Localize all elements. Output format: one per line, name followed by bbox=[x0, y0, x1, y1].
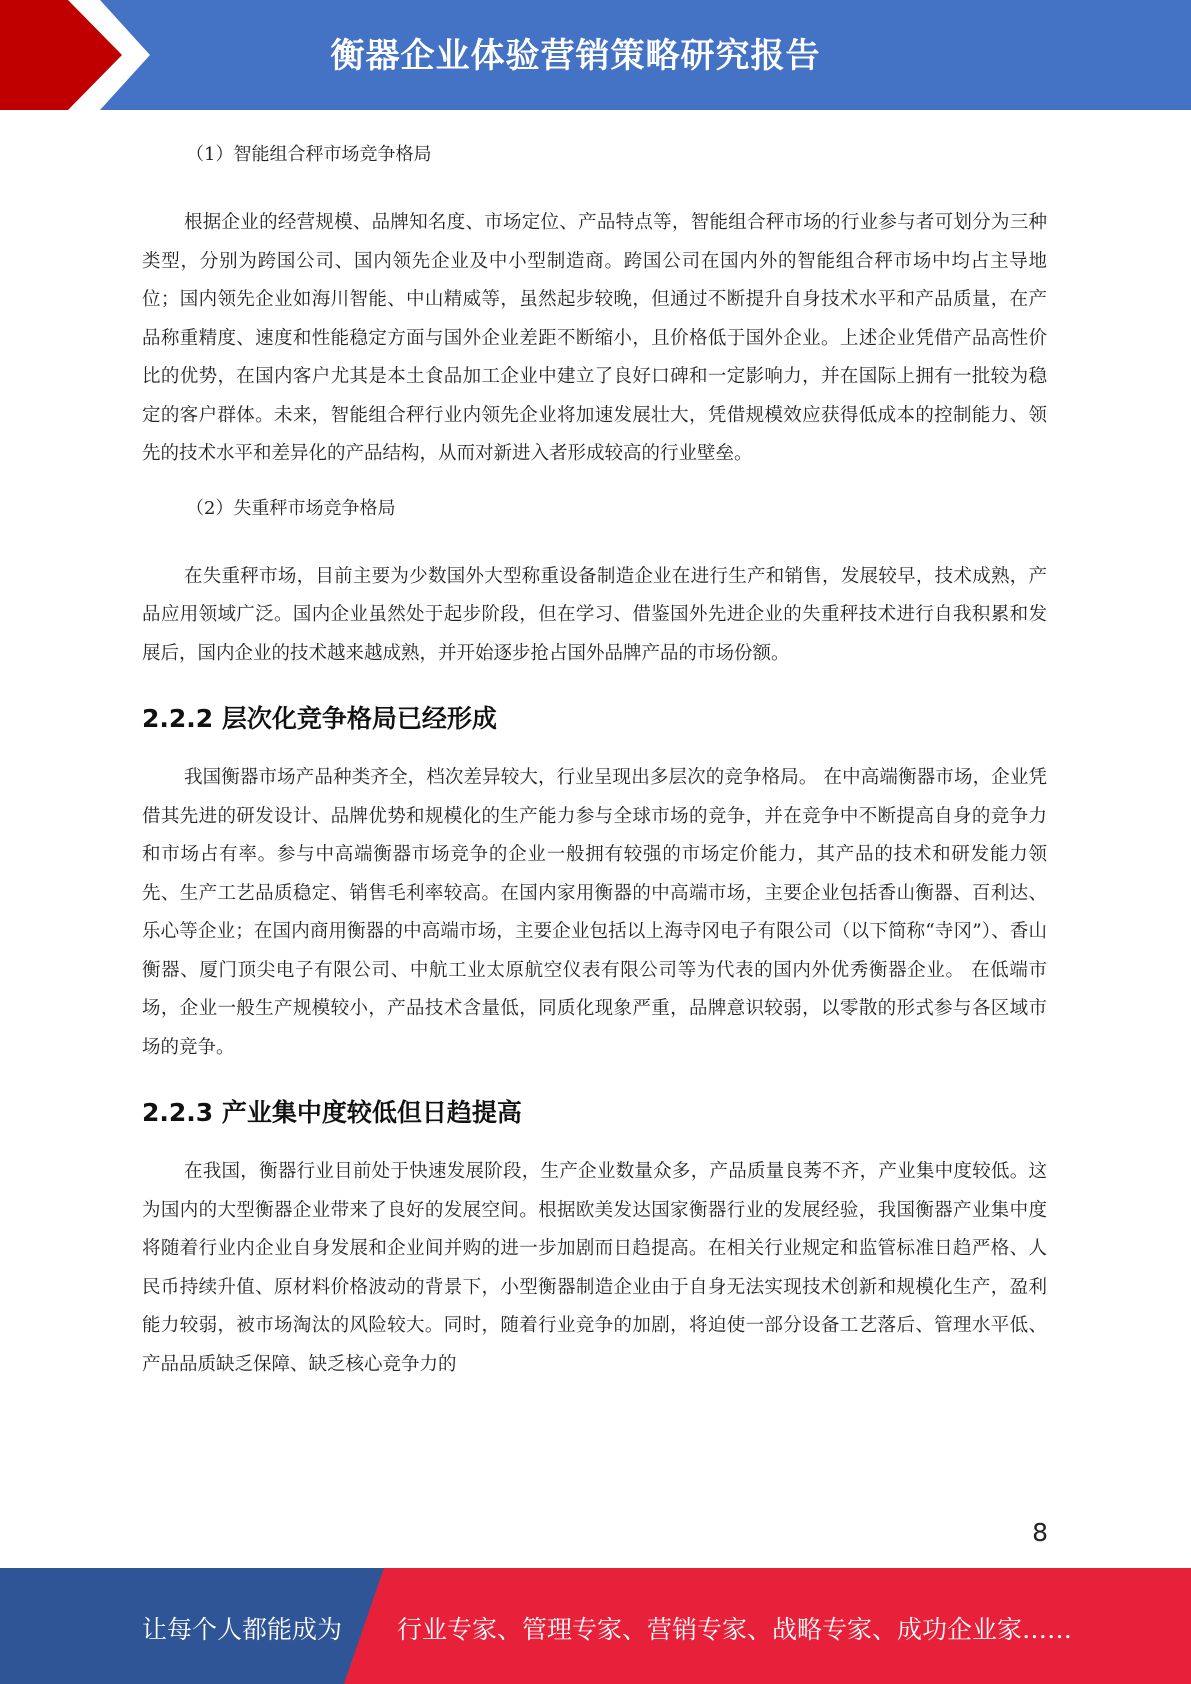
footer-slogan-left: 让每个人都能成为 bbox=[142, 1615, 343, 1644]
paragraph: 在我国，衡器行业目前处于快速发展阶段，生产企业数量众多，产品质量良莠不齐，产业集中度较低。这为国内的大型衡器企业带来了良好的发展空间。根据欧美发达国家衡器行业的发展经验，我国衡器产业集中度将随着行业内企业自身发展和企业间并购的进一步加剧而日趋提高。在相关行业规定和监管标准日趋严格、人民币持续升值、原材料价格波动的背景下，小型衡器制造企业由于自身无法实现技术创新和规模化生产，盈利能力较弱，被市场淘汰的风险较大。同时，随着行业竞争的加剧，将迫使一部分设备工艺落后、管理水平低、产品品质缺乏保障、缺乏核心竞争力的 bbox=[142, 1161, 1047, 1375]
section-heading: 2.2.3 产业集中度较低但日趋提高 bbox=[142, 1098, 522, 1127]
header-chevron-decoration bbox=[0, 0, 200, 110]
paragraph: 根据企业的经营规模、品牌知名度、市场定位、产品特点等，智能组合秤市场的行业参与者可划分为三种类型，分别为跨国公司、国内领先企业及中小型制造商。跨国公司在国内外的智能组合秤市场中均占主导地位；国内领先企业如海川智能、中山精威等，虽然起步较晚，但通过不断提升自身技术水平和产品质量，在产品称重精度、速度和性能稳定方面与国外企业差距不断缩小，且价格低于国外企业。上述企业凭借产品高性价比的优势，在国内客户尤其是本土食品加工企业中建立了良好口碑和一定影响力，并在国际上拥有一批较为稳定的客户群体。未来，智能组合秤行业内领先企业将加速发展壮大，凭借规模效应获得低成本的控制能力、领先的技术水平和差异化的产品结构，从而对新进入者形成较高的行业壁垒。 bbox=[142, 212, 1047, 464]
subsection-title: （1）智能组合秤市场竞争格局 bbox=[186, 144, 432, 165]
report-title: 衡器企业体验营销策略研究报告 bbox=[330, 36, 821, 76]
page-number: 8 bbox=[1032, 1518, 1048, 1547]
footer-slogan-right: 行业专家、管理专家、营销专家、战略专家、成功企业家…… bbox=[397, 1615, 1073, 1644]
section-heading: 2.2.2 层次化竞争格局已经形成 bbox=[142, 704, 497, 733]
paragraph: 在失重秤市场，目前主要为少数国外大型称重设备制造企业在进行生产和销售，发展较早，技术成熟，产品应用领域广泛。国内企业虽然处于起步阶段，但在学习、借鉴国外先进企业的失重秤技术进行自我积累和发展后，国内企业的技术越来越成熟，并开始逐步抢占国外品牌产品的市场份额。 bbox=[142, 565, 1047, 664]
page-content bbox=[142, 130, 1047, 1402]
page-header bbox=[0, 0, 1191, 110]
paragraph: 我国衡器市场产品种类齐全，档次差异较大，行业呈现出多层次的竞争格局。 在中高端衡器市场，企业凭借其先进的研发设计、品牌优势和规模化的生产能力参与全球市场的竞争，并在竞争中不断提高自身的竞争力和市场占有率。参与中高端衡器市场竞争的企业一般拥有较强的市场定价能力，其产品的技术和研发能力领先、生产工艺品质稳定、销售毛利率较高。在国内家用衡器的中高端市场，主要企业包括香山衡器、百利达、乐心等企业；在国内商用衡器的中高端市场，主要企业包括以上海寺冈电子有限公司（以下简称“寺冈”）、香山衡器、厦门顶尖电子有限公司、中航工业太原航空仪表有限公司等为代表的国内外优秀衡器企业。 在低端市场，企业一般生产规模较小，产品技术含量低，同质化现象严重，品牌意识较弱，以零散的形式参与各区域市场的竞争。 bbox=[142, 767, 1047, 1058]
subsection-title: （2）失重秤市场竞争格局 bbox=[186, 497, 396, 519]
page-footer bbox=[0, 1568, 1191, 1684]
